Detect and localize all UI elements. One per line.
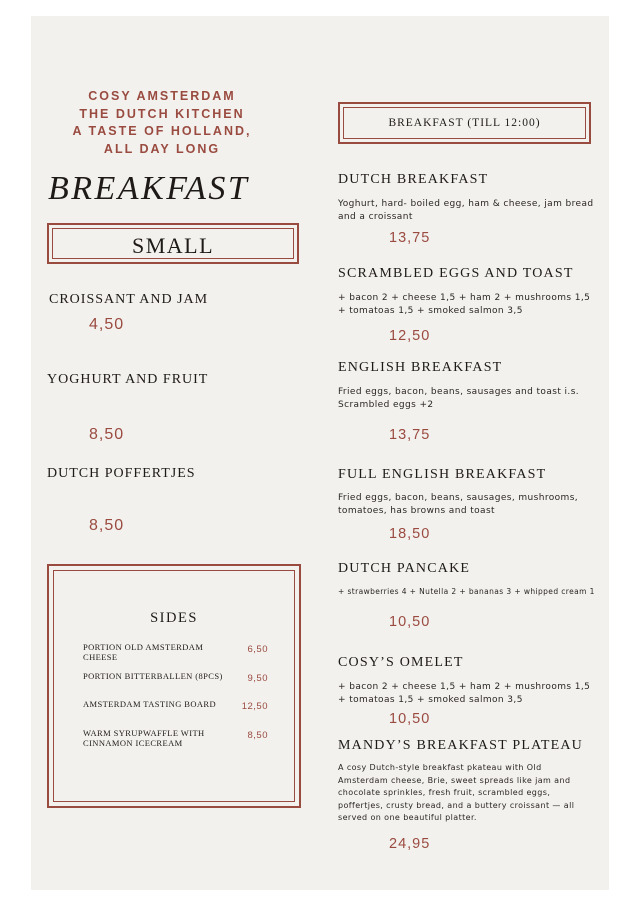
small-item-price: 4,50 [89, 316, 125, 333]
menu-item-price: 24,95 [389, 836, 431, 852]
menu-item-name: ENGLISH BREAKFAST [338, 360, 503, 375]
menu-item-price: 18,50 [389, 526, 431, 542]
menu-item-description: Yoghurt, hard- boiled egg, ham & cheese, jam bread and a croissant [338, 199, 594, 222]
small-item-name: CROISSANT AND JAM [49, 292, 209, 307]
menu-item-price: 12,50 [389, 328, 431, 344]
menu-item-price: 13,75 [389, 230, 431, 246]
breakfast-hours-label: BREAKFAST (TILL 12:00) [388, 117, 541, 129]
menu-item-name: MANDY’S BREAKFAST PLATEAU [338, 738, 583, 753]
side-item-price: 9,50 [247, 673, 268, 684]
menu-item-description: Fried eggs, bacon, beans, sausages and toast i.s. Scrambled eggs +2 [338, 387, 580, 410]
side-item-name: PORTION BITTERBALLEN (8PCS) [83, 671, 223, 681]
small-section-title: SMALL [131, 233, 215, 258]
menu-item-name: DUTCH BREAKFAST [338, 172, 489, 187]
tagline-line: THE DUTCH KITCHEN [79, 106, 245, 121]
menu-item-price: 10,50 [389, 711, 431, 727]
menu-item-description: + bacon 2 + cheese 1,5 + ham 2 + mushrooms 1,5 + tomatoas 1,5 + smoked salmon 3,5 [338, 293, 591, 316]
menu-item-description: A cosy Dutch-style breakfast pkateau with Old Amsterdam cheese, Brie, sweet spreads like jam and chocolate sprinkles, fresh fruit, scrambled eggs, poffertjes, crusty bread, and a buttery croissant — all served on one beautiful platter. [338, 763, 575, 822]
menu-item-name: COSY’S OMELET [338, 655, 464, 670]
menu-item-price: 13,75 [389, 427, 431, 443]
menu-item-name: FULL ENGLISH BREAKFAST [338, 467, 547, 482]
menu-item-name: SCRAMBLED EGGS AND TOAST [338, 266, 574, 281]
menu-item-name: DUTCH PANCAKE [338, 561, 471, 576]
side-item-price: 8,50 [247, 730, 268, 741]
small-item-name: DUTCH POFFERTJES [47, 466, 196, 481]
inner-frame [53, 570, 295, 802]
menu-item-price: 10,50 [389, 614, 431, 630]
menu-item-description: Fried eggs, bacon, beans, sausages, mushrooms, tomatoes, has browns and toast [338, 493, 579, 516]
page-title: BREAKFAST [48, 170, 250, 207]
sides-title: SIDES [150, 610, 198, 626]
side-item-name: AMSTERDAM TASTING BOARD [83, 699, 217, 709]
side-item-name: PORTION OLD AMSTERDAM CHEESE [83, 642, 204, 662]
small-section-header [47, 223, 299, 264]
side-item-price: 12,50 [241, 701, 268, 712]
tagline-line: A TASTE OF HOLLAND, [72, 124, 252, 138]
tagline-line: ALL DAY LONG [103, 141, 221, 156]
sides-section [47, 564, 301, 808]
side-item-name: WARM SYRUPWAFFLE WITH CINNAMON ICECREAM [83, 728, 205, 748]
small-item-price: 8,50 [89, 426, 125, 443]
restaurant-tagline [62, 88, 262, 158]
menu-item-description: + strawberries 4 + Nutella 2 + bananas 3 + whipped cream 1 [338, 587, 595, 596]
tagline-line: COSY AMSTERDAM [88, 89, 236, 103]
menu-item-description: + bacon 2 + cheese 1,5 + ham 2 + mushrooms 1,5 + tomatoas 1,5 + smoked salmon 3,5 [338, 682, 591, 705]
small-item-name: YOGHURT AND FRUIT [47, 372, 209, 387]
small-item-price: 8,50 [89, 517, 125, 534]
side-item-price: 6,50 [247, 644, 268, 655]
breakfast-hours-header [338, 102, 591, 144]
